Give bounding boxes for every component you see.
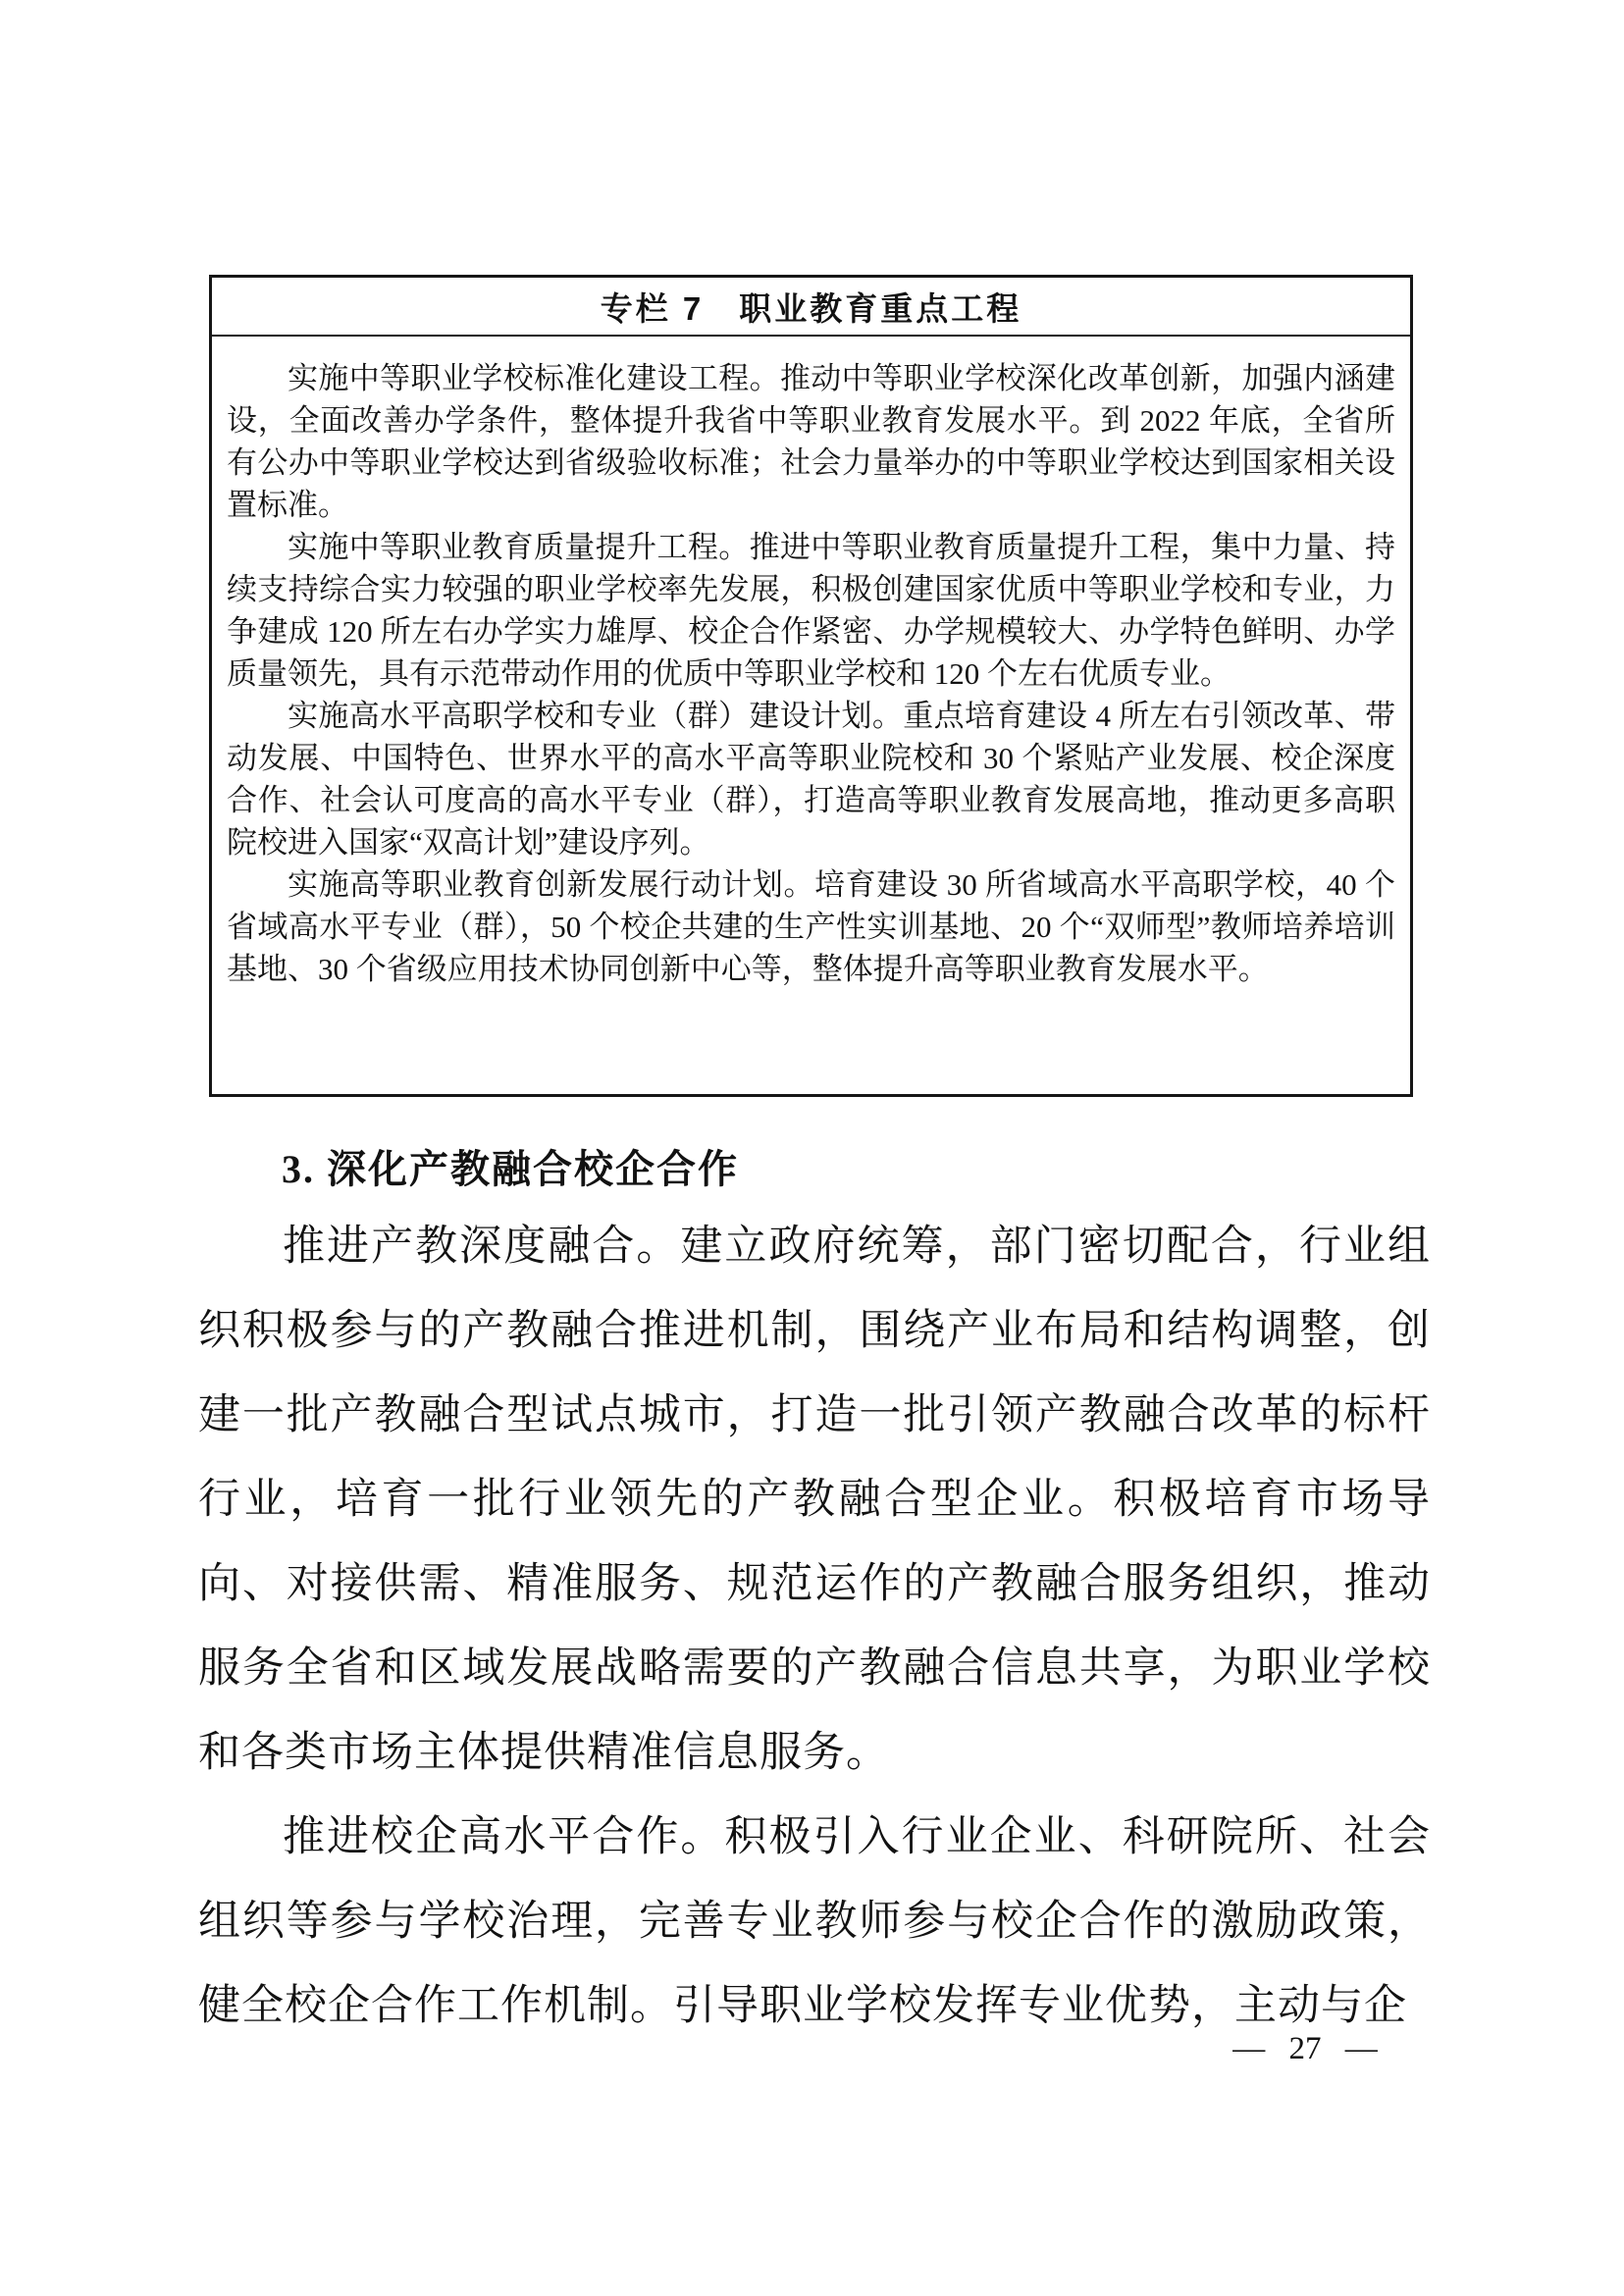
section-body: [198, 1205, 1431, 2049]
highlight-box-title: 专栏 7 职业教育重点工程: [600, 289, 1022, 327]
body-paragraph: 推进校企高水平合作。积极引入行业企业、科研院所、社会组织等参与学校治理，完善专业教师参与校企合作的激励政策，健全校企合作工作机制。引导职业学校发挥专业优势，主动与企: [198, 1814, 1431, 2029]
box-paragraph: 实施中等职业教育质量提升工程。推进中等职业教育质量提升工程，集中力量、持续支持综合实力较强的职业学校率先发展，积极创建国家优质中等职业学校和专业，力争建成 120 所左右办学实力雄厚、校企合作紧密、办学规模较大、办学特色鲜明、办学质量领先，具有示范带动作用的优质中等职业学校和 120 个左右优质专业。: [227, 530, 1395, 691]
highlight-box-title-row: [212, 278, 1410, 337]
page-number: — 27 —: [1232, 2031, 1378, 2066]
box-paragraph: 实施高等职业教育创新发展行动计划。培育建设 30 所省域高水平高职学校，40 个省域高水平专业（群），50 个校企共建的生产性实训基地、20 个“双师型”教师培养培训基地、30 个省级应用技术协同创新中心等，整体提升高等职业教育发展水平。: [227, 867, 1395, 986]
highlight-box-column-7: [209, 275, 1413, 1097]
highlight-box-body: [212, 337, 1410, 990]
box-paragraph: 实施高水平高职学校和专业（群）建设计划。重点培育建设 4 所左右引领改革、带动发展、中国特色、世界水平的高水平高等职业院校和 30 个紧贴产业发展、校企深度合作、社会认可度高的高水平专业（群），打造高等职业教育发展高地，推动更多高职院校进入国家“双高计划”建设序列。: [227, 699, 1395, 860]
body-paragraph: 推进产教深度融合。建立政府统筹，部门密切配合，行业组织积极参与的产教融合推进机制，围绕产业布局和结构调整，创建一批产教融合型试点城市，打造一批引领产教融合改革的标杆行业，培育一批行业领先的产教融合型企业。积极培育市场导向、对接供需、精准服务、规范运作的产教融合服务组织，推动服务全省和区域发展战略需要的产教融合信息共享，为职业学校和各类市场主体提供精准信息服务。: [198, 1224, 1431, 1776]
section-heading: 3. 深化产教融合校企合作: [282, 1147, 739, 1191]
box-paragraph: 实施中等职业学校标准化建设工程。推动中等职业学校深化改革创新，加强内涵建设，全面改善办学条件，整体提升我省中等职业教育发展水平。到 2022 年底，全省所有公办中等职业学校达到省级验收标准；社会力量举办的中等职业学校达到国家相关设置标准。: [227, 361, 1395, 522]
